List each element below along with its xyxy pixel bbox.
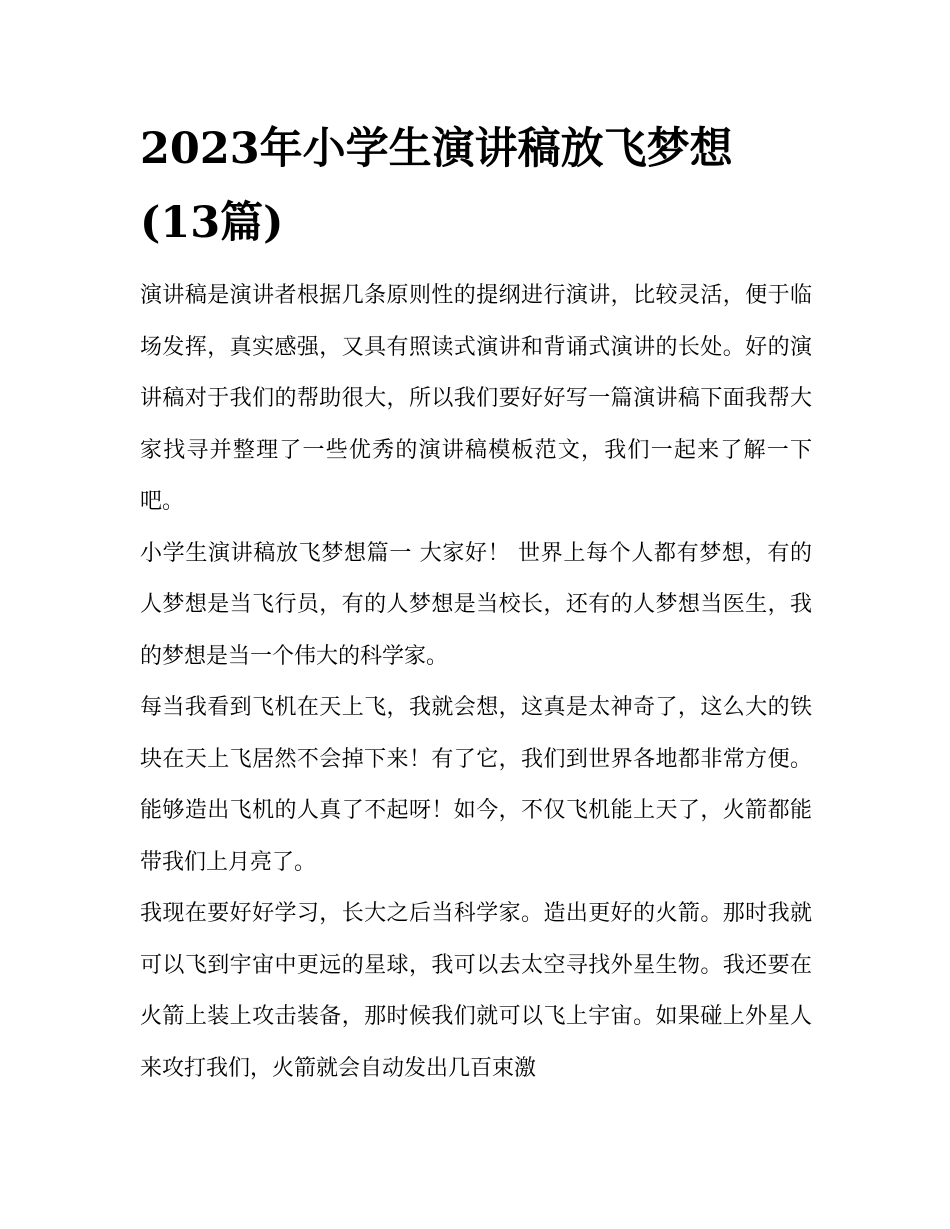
body-paragraph-1: 小学生演讲稿放飞梦想篇一 大家好！ 世界上每个人都有梦想，有的人梦想是当飞行员，有的人梦想是当校长，还有的人梦想当医生，我的梦想是当一个伟大的科学家。 xyxy=(140,540,812,669)
document-body xyxy=(140,112,812,1094)
body-paragraph-3: 我现在要好好学习，长大之后当科学家。造出更好的火箭。那时我就可以飞到宇宙中更远的星球，我可以去太空寻找外星生物。我还要在火箭上装上攻击装备，那时候我们就可以飞上宇宙。如果碰上外星人来攻打我们，火箭就会自动发出几百束激 xyxy=(140,901,812,1081)
intro-paragraph: 演讲稿是演讲者根据几条原则性的提纲进行演讲，比较灵活，便于临场发挥，真实感强，又具有照读式演讲和背诵式演讲的长处。好的演讲稿对于我们的帮助很大，所以我们要好好写一篇演讲稿下面我帮大家找寻并整理了一些优秀的演讲稿模板范文，我们一起来了解一下吧。 xyxy=(140,283,812,514)
body-paragraph-2: 每当我看到飞机在天上飞，我就会想，这真是太神奇了，这么大的铁块在天上飞居然不会掉下来！有了它，我们到世界各地都非常方便。能够造出飞机的人真了不起呀！如今，不仅飞机能上天了，火箭都能带我们上月亮了。 xyxy=(140,695,812,875)
document-title: 2023年小学生演讲稿放飞梦想(13篇) xyxy=(140,124,733,248)
